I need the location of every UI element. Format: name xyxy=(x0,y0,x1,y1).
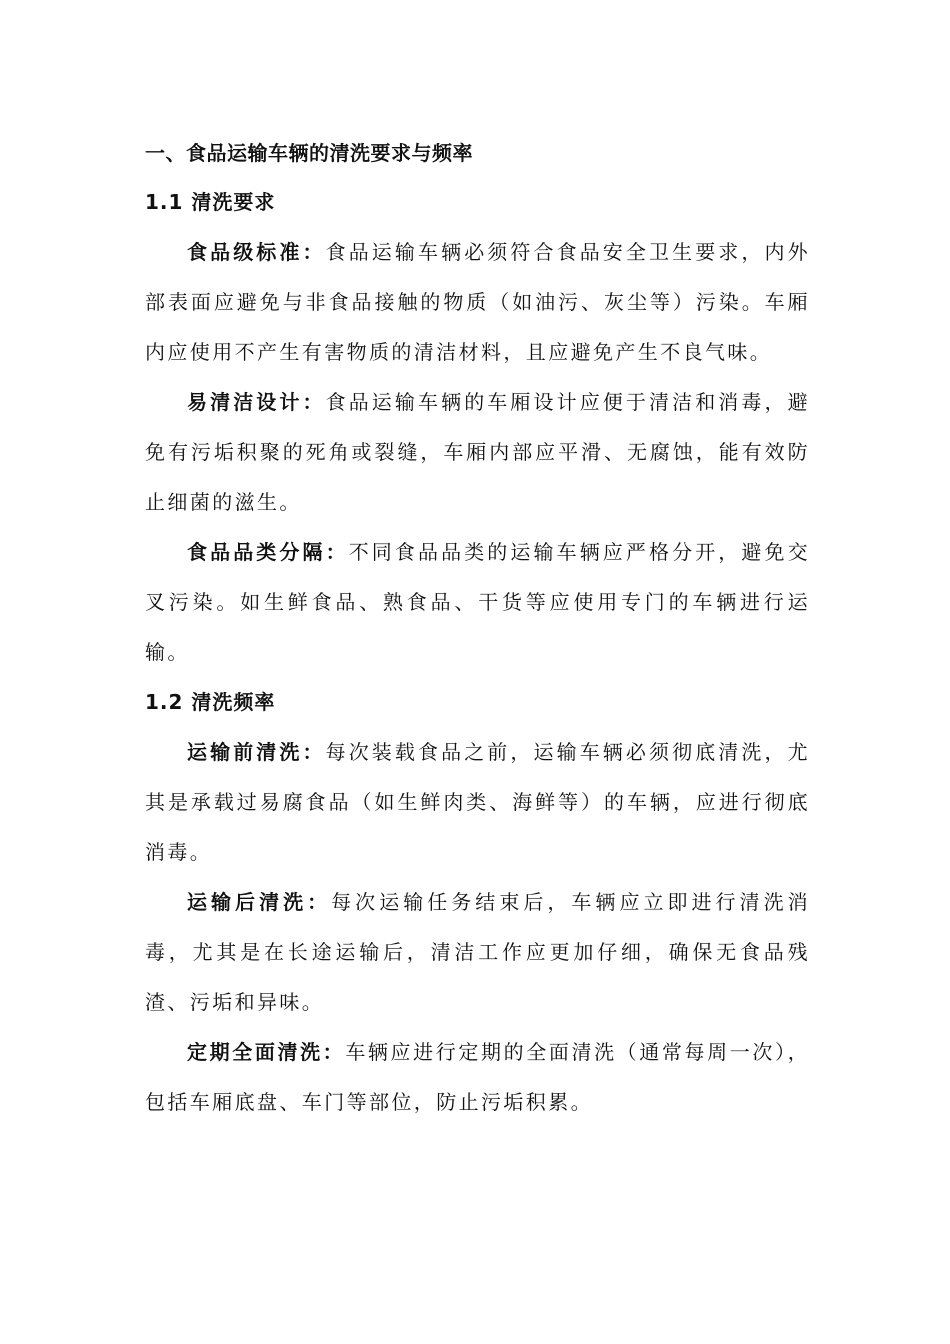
paragraph-category-separation xyxy=(145,527,810,677)
subsection-heading-cleaning-frequency: 1.2 清洗频率 xyxy=(145,690,276,714)
paragraph-pre-transport-cleaning xyxy=(145,727,810,877)
paragraph-body: 不同食品品类的运输车辆应严格分开，避免交叉污染。如生鲜食品、熟食品、干货等应使用专门的车辆进行运输。 xyxy=(145,540,810,664)
paragraph-body: 食品运输车辆必须符合食品安全卫生要求，内外部表面应避免与非食品接触的物质（如油污、灰尘等）污染。车厢内应使用不产生有害物质的清洁材料，且应避免产生不良气味。 xyxy=(145,240,810,364)
paragraph-lead: 运输前清洗： xyxy=(187,740,326,764)
paragraph-easy-clean-design xyxy=(145,377,810,527)
paragraph-lead: 易清洁设计： xyxy=(187,390,326,414)
section-title: 一、食品运输车辆的清洗要求与频率 xyxy=(145,141,473,165)
paragraph-body: 每次装载食品之前，运输车辆必须彻底清洗，尤其是承载过易腐食品（如生鲜肉类、海鲜等）的车辆，应进行彻底消毒。 xyxy=(145,740,810,864)
paragraph-lead: 食品品类分隔： xyxy=(187,540,349,564)
paragraph-body: 食品运输车辆的车厢设计应便于清洁和消毒，避免有污垢积聚的死角或裂缝，车厢内部应平滑、无腐蚀，能有效防止细菌的滋生。 xyxy=(145,390,810,514)
paragraph-periodic-full-cleaning xyxy=(145,1027,810,1127)
paragraph-lead: 定期全面清洗： xyxy=(187,1040,346,1064)
paragraph-food-grade-standard xyxy=(145,227,810,377)
paragraph-body: 车辆应进行定期的全面清洗（通常每周一次），包括车厢底盘、车门等部位，防止污垢积累。 xyxy=(145,1040,810,1114)
document-page xyxy=(145,129,810,1127)
paragraph-post-transport-cleaning xyxy=(145,877,810,1027)
paragraph-body: 每次运输任务结束后，车辆应立即进行清洗消毒，尤其是在长途运输后，清洁工作应更加仔细，确保无食品残渣、污垢和异味。 xyxy=(145,890,811,1014)
paragraph-lead: 运输后清洗： xyxy=(187,890,332,914)
subsection-heading-cleaning-requirements: 1.1 清洗要求 xyxy=(145,190,276,214)
paragraph-lead: 食品级标准： xyxy=(187,240,326,264)
